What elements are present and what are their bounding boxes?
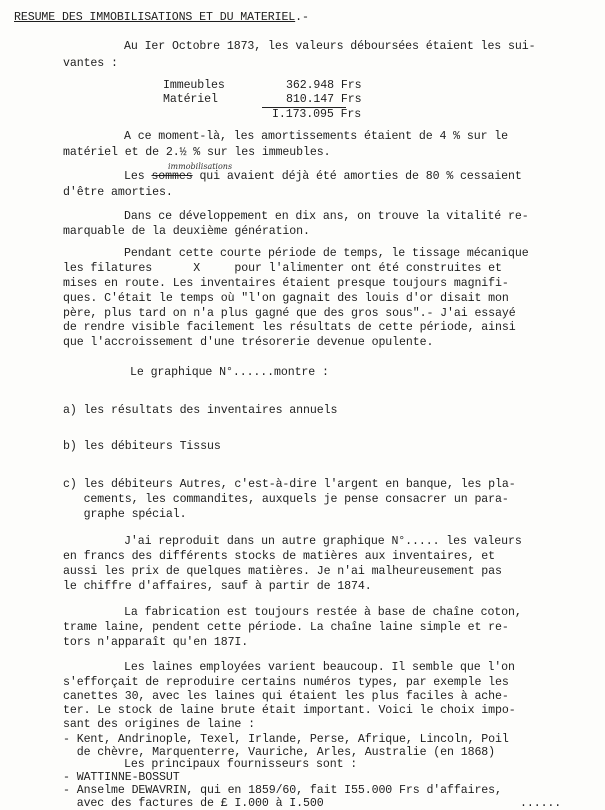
pendant-line-5: père, plus tard on n'a plus gagné que des gros sous".- J'ai essayé: [63, 307, 516, 320]
title-suffix: .-: [295, 11, 309, 24]
reproduit-line-4: le chiffre d'affaires, sauf à partir de 1874.: [63, 580, 372, 593]
struck-word: sommes: [151, 170, 193, 183]
trailing-dots: ......: [520, 797, 562, 810]
materiel-label: Matériel: [163, 93, 218, 106]
list-item-c-3: graphe spécial.: [63, 508, 187, 521]
fabrication-line-1: La fabrication est toujours restée à base de chaîne coton,: [124, 606, 522, 619]
graphique-line: Le graphique N°......montre :: [130, 366, 329, 379]
reproduit-line-1: J'ai reproduit dans un autre graphique N°..... les valeurs: [124, 535, 522, 548]
laines-line-1: Les laines employées varient beaucoup. Il semble que l'on: [124, 661, 515, 674]
list-item-c-2: cements, les commandites, auxquels je pense consacrer un para-: [63, 493, 509, 506]
dev-line-1: Dans ce développement en dix ans, on trouve la vitalité re-: [124, 210, 529, 223]
laines-line-4: ter. Le stock de laine brute était important. Voici le choix impo-: [63, 704, 516, 717]
laines-line-3: canettes 30, avec les laines qui étaient les plus faciles à ache-: [63, 690, 509, 703]
handwritten-correction: immobilisations: [168, 162, 233, 171]
fournisseur-3: avec des factures de £ I.000 à I.500: [63, 797, 324, 810]
laines-line-2: s'efforçait de reproduire certains numéros types, par exemple les: [63, 676, 509, 689]
fournisseurs-intro: Les principaux fournisseurs sont :: [124, 758, 358, 771]
amort-line-1: A ce moment-là, les amortissements étaient de 4 % sur le: [124, 130, 509, 143]
document-title: [14, 11, 309, 24]
amort2-line-1: [124, 170, 522, 183]
list-item-c-1: c) les débiteurs Autres, c'est-à-dire l'argent en banque, les pla-: [63, 478, 516, 491]
pendant-line-1: Pendant cette courte période de temps, le tissage mécanique: [124, 247, 529, 260]
pendant-line-2: les filatures X pour l'alimenter ont été construites et: [63, 262, 502, 275]
amort2-rest: qui avaient déjà été amorties de 80 % cessaient: [192, 170, 522, 183]
reproduit-line-2: en francs des différents stocks de matières aux inventaires, et: [63, 550, 496, 563]
immeubles-value: 362.948 Frs: [286, 79, 362, 92]
amort-line-2: matériel et de 2.½ % sur les immeubles.: [63, 146, 331, 159]
reproduit-line-3: aussi les prix de quelques matières. Je n'ai malheureusement pas: [63, 565, 502, 578]
pendant-line-7: que l'accroissement d'une trésorerie devenue opulente.: [63, 336, 434, 349]
title-text: RESUME DES IMMOBILISATIONS ET DU MATERIEL: [14, 11, 296, 24]
laines-line-5: sant des origines de laine :: [63, 718, 256, 731]
pendant-line-4: ques. C'était le temps où "l'on gagnait des louis d'or disait mon: [63, 292, 509, 305]
amort2-line-2: d'être amorties.: [63, 186, 173, 199]
fabrication-line-3: tors n'apparaît qu'en 187I.: [63, 636, 249, 649]
amort2-prefix: Les: [124, 170, 152, 183]
total-value: I.173.095 Frs: [272, 108, 362, 121]
pendant-line-6: de rendre visible facilement les résultats de cette période, ainsi: [63, 321, 516, 334]
list-item-a: a) les résultats des inventaires annuels: [63, 404, 338, 417]
intro-line-2: vantes :: [63, 57, 118, 70]
pendant-line-3: mises en route. Les inventaires étaient presque toujours magnifi-: [63, 277, 509, 290]
origines-line-2: de chèvre, Marquenterre, Vauriche, Arles, Australie (en 1868): [63, 746, 496, 759]
intro-line-1: Au Ier Octobre 1873, les valeurs déboursées étaient les sui-: [124, 40, 536, 53]
fournisseur-1: - WATTINNE-BOSSUT: [63, 771, 180, 784]
materiel-value: 810.147 Frs: [286, 93, 362, 106]
origines-line-1: - Kent, Andrinople, Texel, Irlande, Perse, Afrique, Lincoln, Poil: [63, 733, 509, 746]
dev-line-2: marquable de la deuxième génération.: [63, 225, 310, 238]
fabrication-line-2: trame laine, pendent cette période. La chaîne laine simple et re-: [63, 621, 509, 634]
list-item-b: b) les débiteurs Tissus: [63, 440, 221, 453]
immeubles-label: Immeubles: [163, 79, 225, 92]
fournisseur-2: - Anselme DEWAVRIN, qui en 1859/60, fait I55.000 Frs d'affaires,: [63, 784, 502, 797]
